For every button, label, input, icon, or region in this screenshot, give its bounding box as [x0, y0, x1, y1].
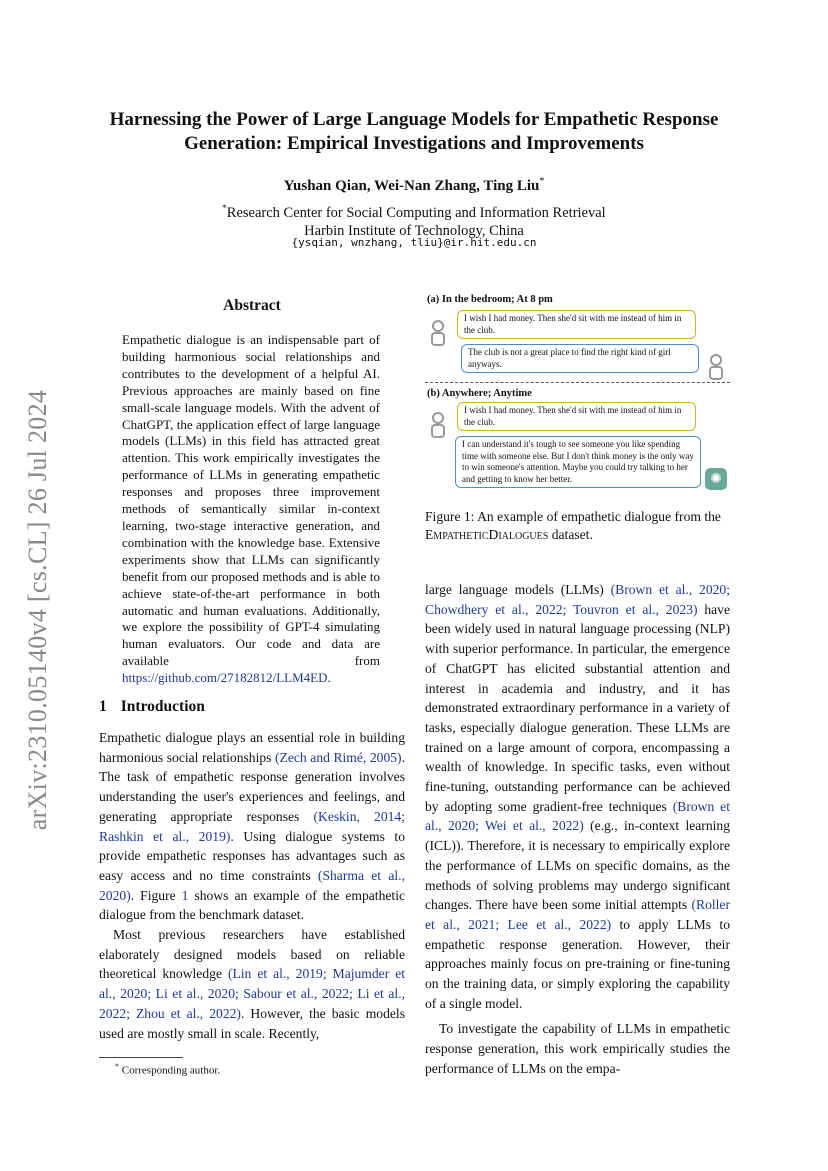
section-number: 1	[99, 698, 107, 715]
text-run: large language models (LLMs)	[425, 582, 611, 597]
section-heading	[99, 698, 405, 716]
text-run: shows an example of the empathetic dialogue from the benchmark dataset.	[99, 887, 405, 923]
citation-link[interactable]: (Lin et al., 2019; Majumder et al., 2020; Li et al., 2020; Sabour et al., 2022; Li et al., 2022; Zhou et al., 2022)	[99, 966, 406, 1021]
caption-text: Figure 1: An example of empathetic dialogue from the	[425, 509, 721, 524]
text-run: . Figure	[130, 887, 182, 903]
author-email: {ysqian, wnzhang, tliu}@ir.hit.edu.cn	[291, 236, 537, 249]
text-run: . Using dialogue systems to provide empathetic responses has advantages such as easy access and no time constraints	[99, 828, 405, 883]
right-paragraph-1	[425, 580, 730, 1013]
footnote-mark: *	[115, 1062, 119, 1071]
user-icon	[431, 412, 445, 438]
chatgpt-logo-icon: ✺	[705, 468, 727, 490]
caption-text: dataset.	[548, 527, 593, 542]
citation-link[interactable]: (Brown et al., 2020; Chowdhery et al., 2022; Touvron et al., 2023)	[425, 582, 731, 617]
bubble-user-b: I wish I had money. Then she'd sit with me instead of him in the club.	[457, 402, 696, 431]
affiliation-mark: *	[222, 203, 227, 213]
figure-caption	[425, 508, 730, 544]
citation-link[interactable]: (Keskin, 2014; Rashkin et al., 2019)	[99, 808, 405, 844]
footnote-text: Corresponding author.	[119, 1064, 221, 1077]
dataset-name: EmpatheticDialogues	[425, 527, 549, 542]
user-icon	[431, 320, 445, 346]
author-names: Yushan Qian, Wei-Nan Zhang, Ting Liu	[283, 178, 540, 194]
text-run: Empathetic dialogue plays an essential role in building harmonious social relationships	[99, 730, 405, 765]
intro-paragraph-1	[99, 728, 405, 925]
arxiv-identifier: arXiv:2310.05140v4 [cs.CL] 26 Jul 2024	[23, 389, 52, 831]
bubble-reply-b: I can understand it's tough to see someone you like spending time with someone else. But I don't think money is the only way to win someone's attention. Maybe you could try talking to her and getting to know her better.	[455, 436, 701, 488]
text-run: have been widely used in natural language processing (NLP) with superior performance. In particular, the emergence of ChatGPT has elicited substantial attention and interest in academia and industry, and it has demonstrated extraordinary performance in a variety of tasks, especially dialogue generation. These LLMs are trained on a large amount of corpora, encompassing a wealth of knowledge. In specific tasks, even without fine-tuning, outstanding performance can be achieved by adopting some gradient-free techniques	[425, 601, 730, 814]
abstract-body	[122, 332, 380, 687]
bubble-reply-a: The club is not a great place to find the right kind of girl anyways.	[461, 344, 699, 373]
citation-link[interactable]: (Zech and Rimé, 2005)	[275, 749, 402, 765]
author-mark: *	[539, 176, 545, 187]
figure-divider	[425, 382, 730, 383]
citation-link[interactable]: (Roller et al., 2021; Lee et al., 2022)	[425, 897, 730, 932]
abstract-text: Empathetic dialogue is an indispensable part of building harmonious social relationships and contributes to the development of a helpful AI. Previous approaches are mainly based on fine small-scale language models. With the advent of ChatGPT, the application effect of large language models (LLMs) in this field has attracted great attention. This work empirically investigates the performance of LLMs in generating empathetic responses and proposes three improvement methods of semantically similar in-context learning, two-stage interactive generation, and combination with the knowledge base. Extensive experiments show that LLMs can significantly benefit from our proposed methods and is able to achieve state-of-the-art performance in both automatic and human evaluations. Additionally, we explore the possibility of GPT-4 simulating human evaluators. Our code and data are available from	[122, 332, 380, 669]
abstract-heading: Abstract	[223, 297, 281, 314]
paper-title: Harnessing the Power of Large Language Models for Empathetic Response Generation: Empirical Investigations and Improvements	[109, 109, 719, 154]
abstract-end: .	[327, 670, 331, 686]
figure-label-a: (a) In the bedroom; At 8 pm	[427, 294, 553, 305]
text-run: . The task of empathetic response generation involves understanding the user's experiences and feelings, and generating appropriate responses	[99, 749, 405, 824]
text-run: . However, the basic models used are mostly small in scale. Recently,	[99, 1005, 405, 1041]
footnote	[115, 1062, 220, 1077]
figure-1	[425, 294, 730, 494]
intro-paragraph-2	[99, 925, 405, 1043]
text-run: (e.g., in-context learning (ICL)). Therefore, it is necessary to empirically explore the performance of LLMs on specific domains, as the methods of solving problems may undergo significant changes. There have been some initial attempts	[425, 818, 730, 913]
code-link[interactable]: https://github.com/27182812/LLM4ED	[122, 670, 328, 686]
bubble-user-a: I wish I had money. Then she'd sit with me instead of him in the club.	[457, 310, 696, 339]
arxiv-sidebar	[18, 370, 58, 850]
section-title: Introduction	[120, 698, 205, 715]
intro-right-column	[425, 580, 730, 1079]
citation-link[interactable]: (Brown et al., 2020; Wei et al., 2022)	[425, 798, 730, 834]
affiliation-line-1: Research Center for Social Computing and Information Retrieval	[226, 204, 606, 221]
figure-label-b: (b) Anywhere; Anytime	[427, 388, 532, 399]
author-list	[60, 176, 768, 195]
text-run: to apply LLMs to empathetic response generation. However, their approaches mainly focus on pre-training or fine-tuning on the training data, or simply exploring the capability of a single model.	[425, 916, 730, 1011]
text-run: Most previous researchers have established elaborately designed models based on reliable theoretical knowledge	[99, 927, 405, 982]
intro-left-column	[99, 728, 405, 1043]
figure-ref-link[interactable]: 1	[181, 887, 189, 903]
citation-link[interactable]: (Sharma et al., 2020)	[99, 867, 405, 903]
affiliation-line-2: Harbin Institute of Technology, China	[304, 222, 524, 239]
right-paragraph-2: To investigate the capability of LLMs in empathetic response generation, this work empirically studies the performance of LLMs on the empa-	[425, 1021, 730, 1076]
footnote-rule	[99, 1057, 183, 1058]
affiliation	[60, 199, 768, 240]
listener-icon	[709, 354, 723, 380]
